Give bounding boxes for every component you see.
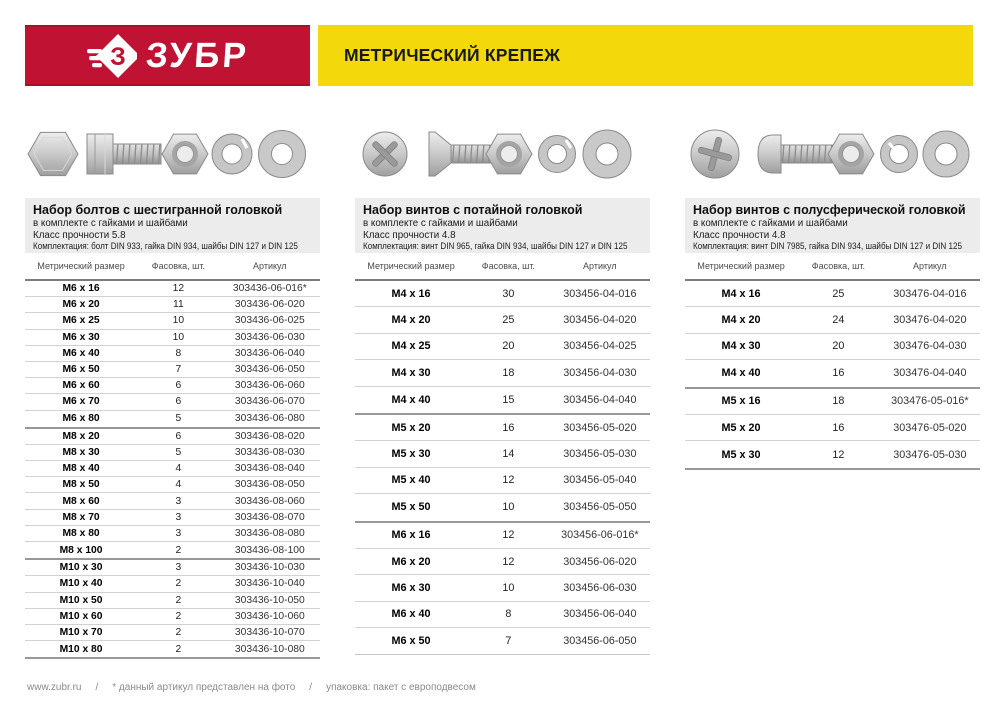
qty-cell: 20 bbox=[832, 340, 845, 353]
table-row bbox=[25, 394, 320, 410]
qty-cell: 2 bbox=[175, 594, 182, 606]
size-cell: M10 x 30 bbox=[59, 562, 103, 574]
size-cell: M8 x 60 bbox=[62, 495, 100, 507]
sku-cell: 303476-04-020 bbox=[893, 314, 967, 327]
table-row bbox=[355, 387, 650, 413]
size-cell: M8 x 100 bbox=[59, 544, 103, 556]
table-row bbox=[25, 560, 320, 576]
size-cell: M6 x 50 bbox=[62, 364, 100, 376]
table-row bbox=[685, 334, 980, 360]
table-row bbox=[355, 281, 650, 307]
svg-text:З: З bbox=[109, 42, 126, 71]
size-group bbox=[355, 281, 650, 415]
qty-cell: 4 bbox=[175, 463, 182, 475]
size-cell: M10 x 50 bbox=[59, 594, 103, 606]
size-cell: M5 x 20 bbox=[391, 421, 431, 434]
size-cell: M6 x 60 bbox=[62, 380, 100, 392]
qty-cell: 6 bbox=[175, 380, 182, 392]
sku-cell: 303476-05-016* bbox=[891, 395, 969, 408]
zubr-logo-icon bbox=[87, 32, 137, 80]
strength-class: Класс прочности 4.8 bbox=[363, 229, 456, 241]
sku-cell: 303456-06-020 bbox=[563, 555, 637, 568]
size-cell: M5 x 16 bbox=[721, 395, 761, 408]
table-info bbox=[355, 198, 650, 253]
hex-nut-icon bbox=[486, 134, 532, 174]
table-row bbox=[685, 281, 980, 307]
qty-cell: 16 bbox=[502, 421, 515, 434]
size-cell: M4 x 30 bbox=[391, 366, 431, 379]
table-subtitle: в комплекте с гайками и шайбами bbox=[33, 218, 188, 229]
size-group bbox=[355, 523, 650, 656]
hex-bolts-table bbox=[25, 198, 320, 659]
spring-washer-icon bbox=[539, 136, 576, 173]
col-header-qty: Фасовка, шт. bbox=[151, 261, 205, 271]
size-cell: M8 x 30 bbox=[62, 446, 100, 458]
size-cell: M8 x 80 bbox=[62, 527, 100, 539]
size-cell: M4 x 16 bbox=[391, 287, 431, 300]
flat-washer-icon bbox=[583, 130, 631, 178]
size-cell: M6 x 16 bbox=[391, 529, 431, 542]
table-rows bbox=[25, 279, 320, 659]
column-headers bbox=[355, 253, 650, 279]
brand-logo bbox=[25, 25, 310, 86]
size-group bbox=[685, 281, 980, 389]
size-cell: M10 x 40 bbox=[59, 578, 103, 590]
table-row bbox=[25, 461, 320, 477]
sku-cell: 303436-10-070 bbox=[234, 627, 305, 639]
col-header-size: Метрический размер bbox=[37, 261, 125, 271]
table-rows bbox=[355, 279, 650, 655]
sku-cell: 303476-04-040 bbox=[893, 367, 967, 380]
qty-cell: 8 bbox=[505, 608, 512, 621]
qty-cell: 25 bbox=[832, 287, 845, 300]
size-cell: M6 x 70 bbox=[62, 396, 100, 408]
table-subtitle: в комплекте с гайками и шайбами bbox=[693, 218, 848, 229]
size-cell: M6 x 30 bbox=[62, 331, 100, 343]
table-row bbox=[685, 389, 980, 415]
sku-cell: 303476-04-016 bbox=[893, 287, 967, 300]
qty-cell: 2 bbox=[175, 544, 182, 556]
qty-cell: 6 bbox=[175, 430, 182, 442]
size-cell: M6 x 20 bbox=[62, 299, 100, 311]
table-row bbox=[25, 576, 320, 592]
sku-cell: 303456-06-030 bbox=[563, 581, 637, 594]
column-headers bbox=[25, 253, 320, 279]
sku-cell: 303436-06-016* bbox=[232, 283, 307, 295]
table-row bbox=[25, 330, 320, 346]
size-group bbox=[25, 429, 320, 561]
qty-cell: 30 bbox=[502, 287, 515, 300]
col-header-size: Метрический размер bbox=[367, 261, 455, 271]
sku-cell: 303436-08-050 bbox=[234, 479, 305, 491]
qty-cell: 12 bbox=[172, 283, 185, 295]
col-header-qty: Фасовка, шт. bbox=[811, 261, 865, 271]
qty-cell: 2 bbox=[175, 643, 182, 655]
sku-cell: 303436-06-040 bbox=[234, 347, 305, 359]
qty-cell: 2 bbox=[175, 610, 182, 622]
table-row bbox=[25, 313, 320, 329]
qty-cell: 2 bbox=[175, 627, 182, 639]
qty-cell: 16 bbox=[832, 421, 845, 434]
countersunk-screw-side-icon bbox=[429, 132, 493, 176]
size-cell: M5 x 40 bbox=[391, 474, 431, 487]
sku-cell: 303436-06-020 bbox=[234, 299, 305, 311]
hex-nut-icon bbox=[828, 134, 874, 174]
components-line: Комплектация: винт DIN 7985, гайка DIN 934, шайбы DIN 127 и DIN 125 bbox=[693, 241, 963, 251]
table-row bbox=[355, 441, 650, 467]
table-row bbox=[355, 602, 650, 628]
table-row bbox=[25, 297, 320, 313]
qty-cell: 18 bbox=[502, 366, 515, 379]
table-row bbox=[355, 468, 650, 494]
sku-cell: 303436-10-060 bbox=[234, 610, 305, 622]
flat-washer-icon bbox=[259, 131, 306, 178]
sku-cell: 303456-06-016* bbox=[561, 529, 639, 542]
size-group bbox=[25, 281, 320, 429]
size-cell: M5 x 30 bbox=[391, 448, 431, 461]
footer-separator: / bbox=[309, 682, 313, 693]
pan-head-screws-table bbox=[685, 198, 980, 470]
sku-cell: 303436-06-060 bbox=[234, 380, 305, 392]
sku-cell: 303436-06-030 bbox=[234, 331, 305, 343]
size-cell: M6 x 16 bbox=[62, 283, 100, 295]
size-cell: M4 x 30 bbox=[721, 340, 761, 353]
qty-cell: 20 bbox=[502, 340, 515, 353]
qty-cell: 7 bbox=[505, 635, 512, 648]
spring-washer-icon bbox=[212, 134, 252, 174]
website-url: www.zubr.ru bbox=[27, 682, 82, 693]
sku-cell: 303436-06-050 bbox=[234, 364, 305, 376]
sku-cell: 303436-08-020 bbox=[234, 430, 305, 442]
qty-cell: 6 bbox=[175, 396, 182, 408]
components-line: Комплектация: винт DIN 965, гайка DIN 934, шайбы DIN 127 и DIN 125 bbox=[363, 241, 628, 251]
sku-cell: 303436-08-030 bbox=[234, 446, 305, 458]
table-row bbox=[25, 493, 320, 509]
size-cell: M4 x 20 bbox=[391, 314, 431, 327]
table-row bbox=[355, 415, 650, 441]
table-info bbox=[685, 198, 980, 253]
sku-cell: 303456-04-025 bbox=[563, 340, 637, 353]
page-title-bar bbox=[318, 25, 973, 86]
table-row bbox=[25, 362, 320, 378]
article-footnote: * данный артикул представлен на фото bbox=[112, 682, 296, 693]
sku-cell: 303476-05-020 bbox=[893, 421, 967, 434]
size-cell: M4 x 40 bbox=[721, 367, 761, 380]
phillips-pan-head-top-icon bbox=[691, 130, 739, 178]
spring-washer-icon bbox=[881, 136, 918, 173]
size-cell: M10 x 70 bbox=[59, 627, 103, 639]
page-footer bbox=[27, 682, 476, 693]
table-row bbox=[355, 334, 650, 360]
hex-bolt-side-icon bbox=[87, 134, 161, 174]
table-row bbox=[25, 378, 320, 394]
sku-cell: 303436-10-040 bbox=[234, 578, 305, 590]
sku-cell: 303456-05-020 bbox=[563, 421, 637, 434]
size-cell: M6 x 40 bbox=[62, 347, 100, 359]
qty-cell: 12 bbox=[832, 448, 845, 461]
size-cell: M5 x 20 bbox=[721, 421, 761, 434]
sku-cell: 303456-04-040 bbox=[563, 393, 637, 406]
qty-cell: 16 bbox=[832, 367, 845, 380]
qty-cell: 2 bbox=[175, 578, 182, 590]
table-row bbox=[25, 593, 320, 609]
table-row bbox=[25, 445, 320, 461]
qty-cell: 3 bbox=[175, 562, 182, 574]
table-row bbox=[685, 441, 980, 467]
table-title: Набор винтов с полусферической головкой bbox=[693, 203, 966, 217]
pan-head-screw-side-icon bbox=[758, 135, 835, 173]
table-row bbox=[25, 429, 320, 445]
sku-cell: 303476-04-030 bbox=[893, 340, 967, 353]
col-header-sku: Артикул bbox=[913, 261, 947, 271]
sku-cell: 303456-05-030 bbox=[563, 448, 637, 461]
sku-cell: 303436-08-080 bbox=[234, 527, 305, 539]
hex-head-top-icon bbox=[28, 132, 78, 175]
sku-cell: 303456-05-040 bbox=[563, 474, 637, 487]
qty-cell: 10 bbox=[502, 501, 515, 514]
table-row bbox=[685, 307, 980, 333]
table-row bbox=[355, 494, 650, 520]
qty-cell: 18 bbox=[832, 395, 845, 408]
table-row bbox=[355, 575, 650, 601]
sku-cell: 303436-10-050 bbox=[234, 594, 305, 606]
phillips-flat-head-top-icon bbox=[362, 131, 407, 176]
flat-washer-icon bbox=[923, 131, 969, 177]
sku-cell: 303436-08-070 bbox=[234, 511, 305, 523]
table-row bbox=[355, 523, 650, 549]
sku-cell: 303456-04-030 bbox=[563, 366, 637, 379]
brand-name: ЗУБР bbox=[144, 36, 250, 75]
hex-bolt-kit-photo bbox=[25, 112, 320, 197]
pan-head-screw-kit-photo bbox=[685, 112, 980, 197]
table-subtitle: в комплекте с гайками и шайбами bbox=[363, 218, 518, 229]
sku-cell: 303436-06-070 bbox=[234, 396, 305, 408]
size-cell: M8 x 20 bbox=[62, 430, 100, 442]
table-rows bbox=[685, 279, 980, 470]
sku-cell: 303436-10-030 bbox=[234, 562, 305, 574]
qty-cell: 12 bbox=[502, 529, 515, 542]
table-row bbox=[685, 415, 980, 441]
size-cell: M4 x 16 bbox=[721, 287, 761, 300]
table-row bbox=[25, 526, 320, 542]
sku-cell: 303456-06-050 bbox=[563, 635, 637, 648]
size-group bbox=[685, 389, 980, 470]
page-title: МЕТРИЧЕСКИЙ КРЕПЕЖ bbox=[344, 45, 561, 65]
size-cell: M4 x 20 bbox=[721, 314, 761, 327]
size-cell: M8 x 40 bbox=[62, 463, 100, 475]
qty-cell: 15 bbox=[502, 393, 515, 406]
qty-cell: 25 bbox=[502, 314, 515, 327]
table-row bbox=[25, 542, 320, 558]
table-row bbox=[25, 641, 320, 657]
table-row bbox=[355, 549, 650, 575]
sku-cell: 303436-08-060 bbox=[234, 495, 305, 507]
qty-cell: 8 bbox=[175, 347, 182, 359]
table-row bbox=[685, 360, 980, 386]
strength-class: Класс прочности 5.8 bbox=[33, 229, 126, 241]
table-row bbox=[25, 411, 320, 427]
table-info bbox=[25, 198, 320, 253]
size-cell: M6 x 50 bbox=[391, 635, 431, 648]
footer-separator: / bbox=[95, 682, 99, 693]
sku-cell: 303456-04-020 bbox=[563, 314, 637, 327]
table-row bbox=[25, 625, 320, 641]
size-cell: M8 x 70 bbox=[62, 511, 100, 523]
qty-cell: 12 bbox=[502, 474, 515, 487]
size-cell: M4 x 25 bbox=[391, 340, 431, 353]
strength-class: Класс прочности 4.8 bbox=[693, 229, 786, 241]
qty-cell: 3 bbox=[175, 495, 182, 507]
size-cell: M5 x 50 bbox=[391, 501, 431, 514]
col-header-qty: Фасовка, шт. bbox=[481, 261, 535, 271]
qty-cell: 11 bbox=[173, 299, 184, 311]
components-line: Комплектация: болт DIN 933, гайка DIN 934, шайбы DIN 127 и DIN 125 bbox=[33, 241, 298, 251]
table-title: Набор болтов с шестигранной головкой bbox=[33, 203, 283, 217]
countersunk-screws-table bbox=[355, 198, 650, 655]
sku-cell: 303476-05-030 bbox=[893, 448, 967, 461]
sku-cell: 303436-06-025 bbox=[234, 315, 305, 327]
table-title: Набор винтов с потайной головкой bbox=[363, 203, 583, 217]
sku-cell: 303436-10-080 bbox=[234, 643, 305, 655]
sku-cell: 303456-05-050 bbox=[563, 501, 637, 514]
countersunk-screw-kit-photo bbox=[355, 112, 650, 197]
size-cell: M10 x 60 bbox=[59, 610, 103, 622]
qty-cell: 3 bbox=[175, 527, 182, 539]
sku-cell: 303436-06-080 bbox=[234, 413, 305, 425]
qty-cell: 7 bbox=[175, 364, 182, 376]
size-cell: M6 x 25 bbox=[62, 315, 100, 327]
sku-cell: 303436-08-100 bbox=[234, 544, 305, 556]
qty-cell: 3 bbox=[175, 511, 182, 523]
qty-cell: 12 bbox=[502, 555, 515, 568]
size-cell: M5 x 30 bbox=[721, 448, 761, 461]
size-cell: M6 x 40 bbox=[391, 608, 431, 621]
table-row bbox=[25, 281, 320, 297]
sku-cell: 303456-06-040 bbox=[563, 608, 637, 621]
packaging-note: упаковка: пакет с европодвесом bbox=[326, 682, 476, 693]
qty-cell: 10 bbox=[172, 331, 185, 343]
qty-cell: 5 bbox=[175, 446, 182, 458]
qty-cell: 10 bbox=[502, 581, 515, 594]
qty-cell: 14 bbox=[502, 448, 515, 461]
size-cell: M8 x 50 bbox=[62, 479, 100, 491]
table-row bbox=[355, 307, 650, 333]
column-headers bbox=[685, 253, 980, 279]
size-group bbox=[25, 560, 320, 659]
qty-cell: 24 bbox=[832, 314, 845, 327]
size-cell: M6 x 20 bbox=[391, 555, 431, 568]
table-row bbox=[25, 346, 320, 362]
table-row bbox=[355, 360, 650, 386]
hex-nut-icon bbox=[162, 134, 208, 174]
col-header-sku: Артикул bbox=[253, 261, 287, 271]
table-row bbox=[355, 628, 650, 654]
table-row bbox=[25, 477, 320, 493]
size-cell: M4 x 40 bbox=[391, 393, 431, 406]
col-header-size: Метрический размер bbox=[697, 261, 785, 271]
table-row bbox=[25, 609, 320, 625]
qty-cell: 5 bbox=[175, 413, 182, 425]
sku-cell: 303456-04-016 bbox=[563, 287, 637, 300]
col-header-sku: Артикул bbox=[583, 261, 617, 271]
sku-cell: 303436-08-040 bbox=[234, 463, 305, 475]
size-cell: M6 x 30 bbox=[391, 581, 431, 594]
size-cell: M6 x 80 bbox=[62, 413, 100, 425]
size-cell: M10 x 80 bbox=[59, 643, 103, 655]
qty-cell: 10 bbox=[172, 315, 185, 327]
size-group bbox=[355, 415, 650, 523]
qty-cell: 4 bbox=[175, 479, 182, 491]
table-row bbox=[25, 510, 320, 526]
